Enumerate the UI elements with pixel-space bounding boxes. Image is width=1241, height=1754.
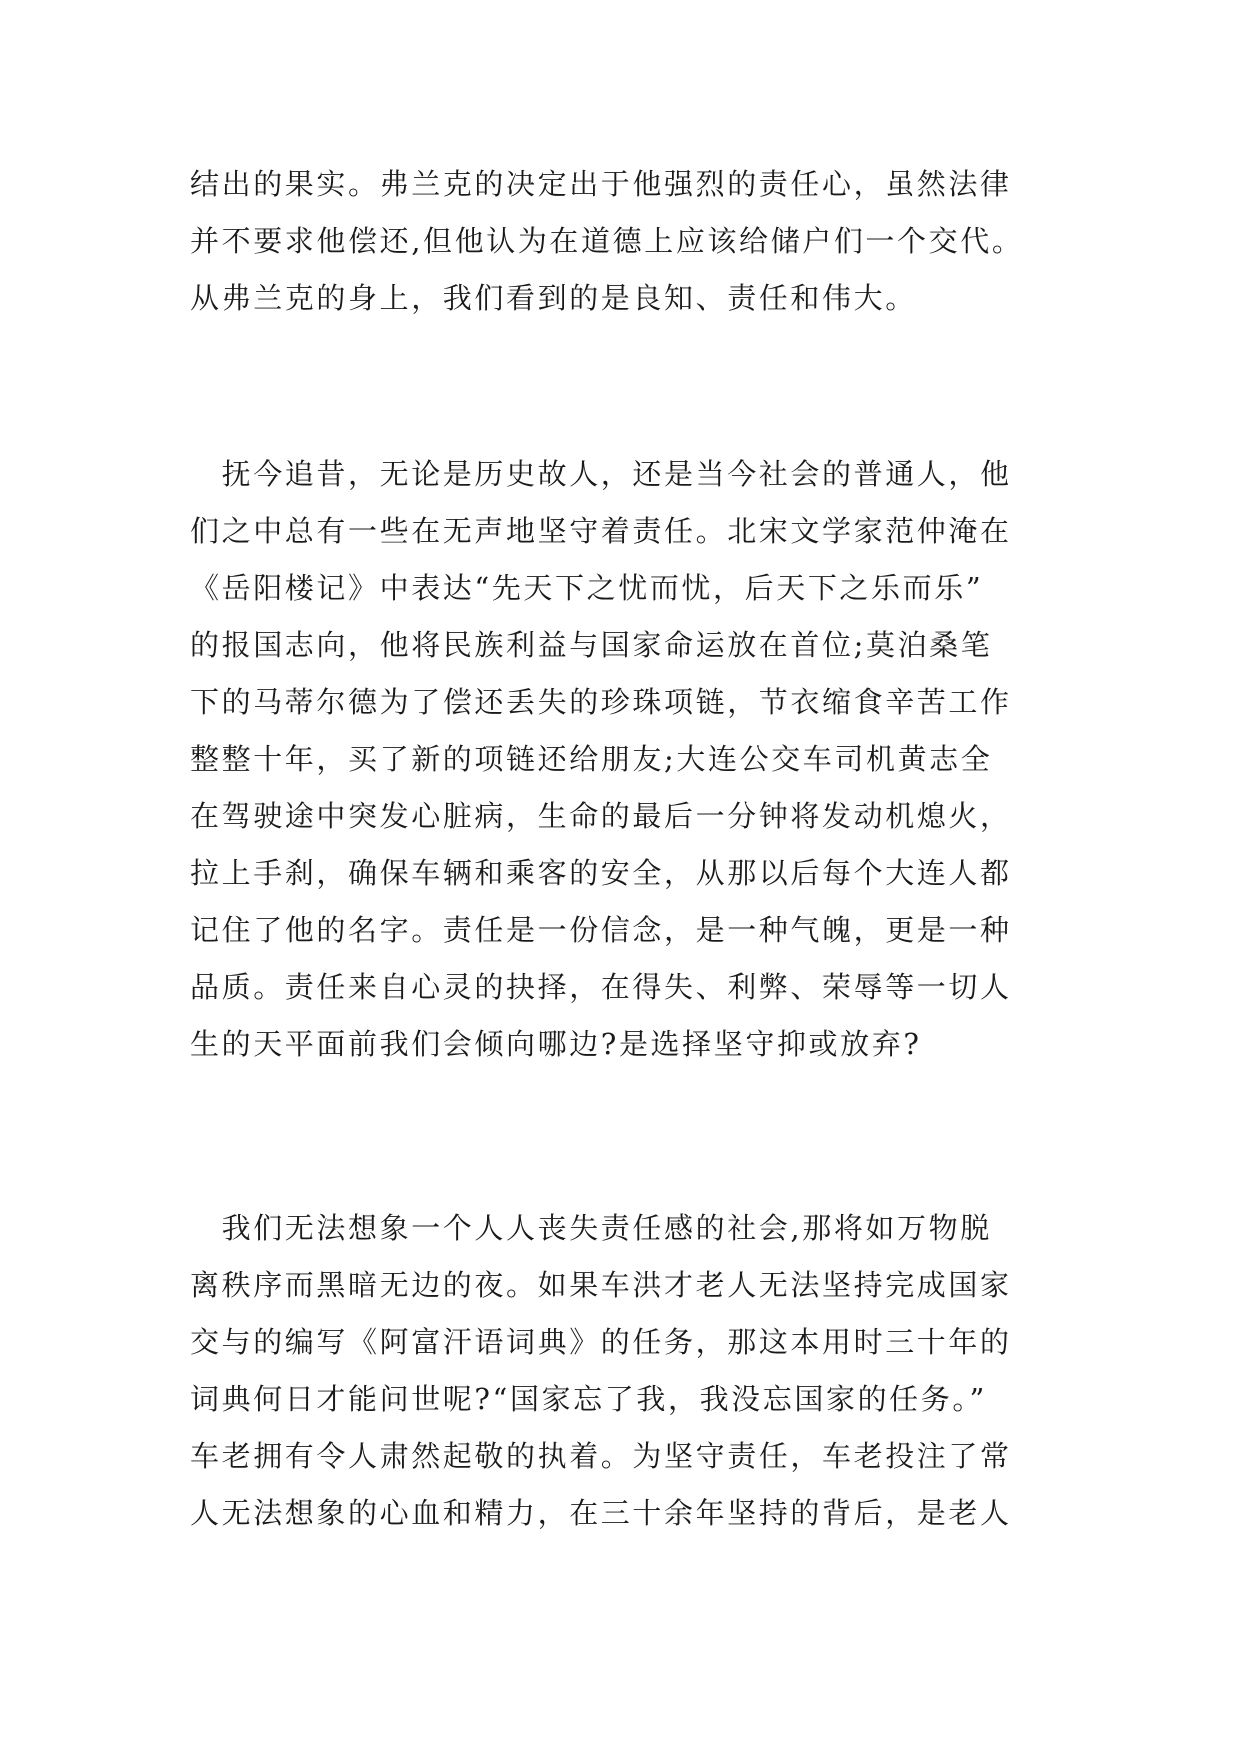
text-line: 下的马蒂尔德为了偿还丢失的珍珠项链，节衣缩食辛苦工作 [190, 685, 1012, 719]
text-line: 从弗兰克的身上，我们看到的是良知、责任和伟大。 [190, 281, 917, 315]
text-line: 我们无法想象一个人人丧失责任感的社会,那将如万物脱 [190, 1211, 992, 1245]
text-line: 生的天平面前我们会倾向哪边?是选择坚守抑或放弃? [190, 1027, 922, 1061]
text-line: 《岳阳楼记》中表达“先天下之忧而忧，后天下之乐而乐” [190, 571, 984, 605]
text-line: 离秩序而黑暗无边的夜。如果车洪才老人无法坚持完成国家 [190, 1268, 1012, 1302]
text-line: 人无法想象的心血和精力，在三十余年坚持的背后，是老人 [190, 1496, 1012, 1530]
text-line: 品质。责任来自心灵的抉择，在得失、利弊、荣辱等一切人 [190, 970, 1012, 1004]
text-line: 在驾驶途中突发心脏病，生命的最后一分钟将发动机熄火， [190, 799, 1012, 833]
text-line: 车老拥有令人肃然起敬的执着。为坚守责任，车老投注了常 [190, 1439, 1012, 1473]
text-line: 词典何日才能问世呢?“国家忘了我，我没忘国家的任务。” [190, 1382, 987, 1416]
text-line: 的报国志向，他将民族利益与国家命运放在首位;莫泊桑笔 [190, 628, 993, 662]
text-line: 结出的果实。弗兰克的决定出于他强烈的责任心，虽然法律 [190, 167, 1012, 201]
paragraph-1 [190, 156, 1090, 327]
paragraph-3 [190, 1200, 1090, 1542]
text-line: 并不要求他偿还,但他认为在道德上应该给储户们一个交代。 [190, 224, 1024, 258]
text-line: 整整十年，买了新的项链还给朋友;大连公交车司机黄志全 [190, 742, 993, 776]
text-line: 交与的编写《阿富汗语词典》的任务，那这本用时三十年的 [190, 1325, 1012, 1359]
paragraph-2 [190, 446, 1090, 1073]
text-line: 抚今追昔，无论是历史故人，还是当今社会的普通人，他 [190, 457, 1012, 491]
text-line: 拉上手刹，确保车辆和乘客的安全，从那以后每个大连人都 [190, 856, 1012, 890]
text-line: 记住了他的名字。责任是一份信念，是一种气魄，更是一种 [190, 913, 1012, 947]
text-line: 们之中总有一些在无声地坚守着责任。北宋文学家范仲淹在 [190, 514, 1012, 548]
